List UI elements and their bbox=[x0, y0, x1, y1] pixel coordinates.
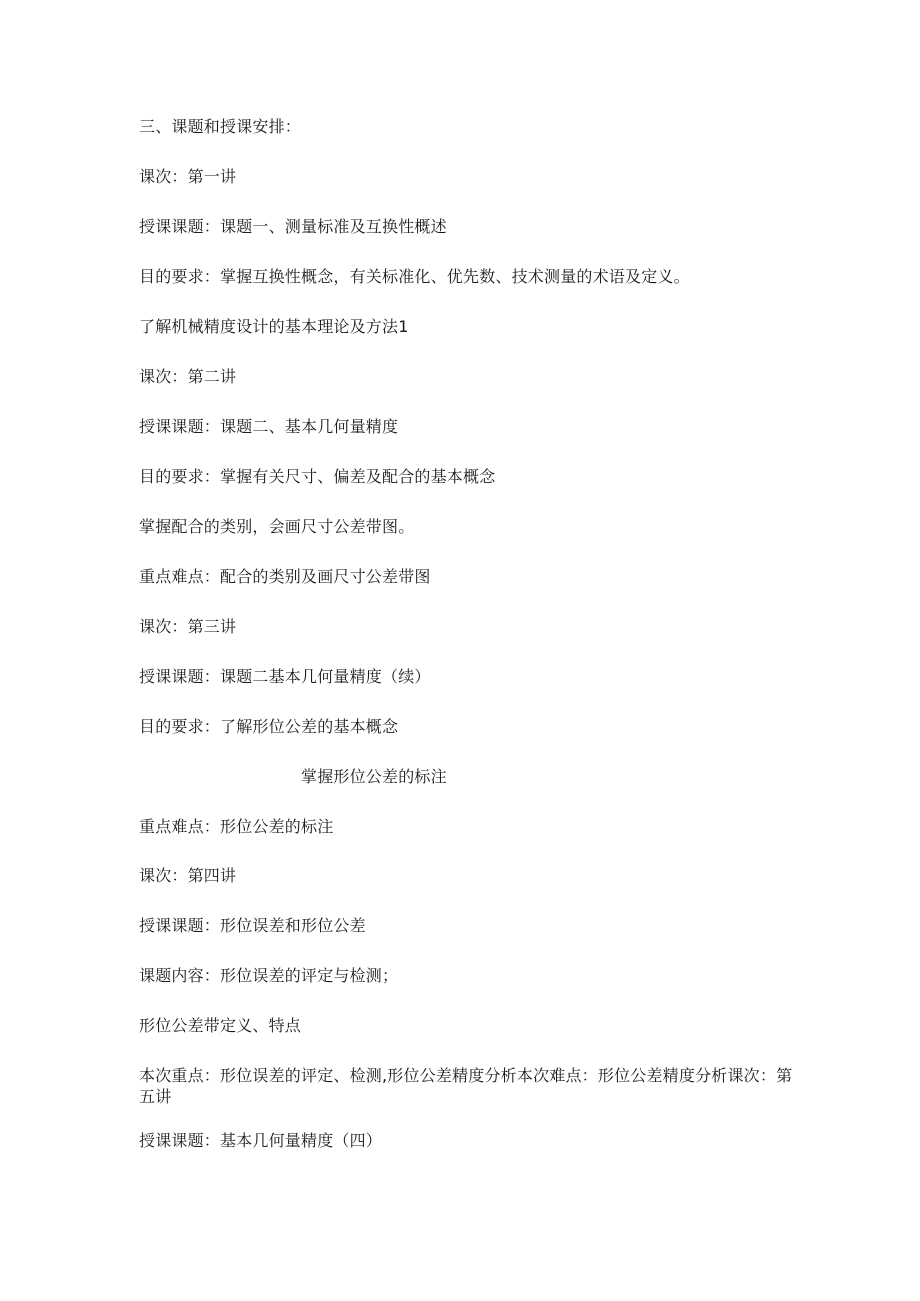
lecture-2-goal: 目的要求：掌握有关尺寸、偏差及配合的基本概念 bbox=[139, 467, 496, 486]
lecture-2-topic: 授课课题：课题二、基本几何量精度 bbox=[139, 417, 399, 436]
lecture-1-goal: 目的要求：掌握互换性概念，有关标准化、优先数、技术测量的术语及定义。 bbox=[139, 267, 690, 286]
lecture-3-session: 课次：第三讲 bbox=[139, 617, 237, 636]
lecture-1-session: 课次：第一讲 bbox=[139, 167, 237, 186]
lecture-1-goal-cont: 了解机械精度设计的基本理论及方法1 bbox=[139, 317, 409, 336]
lecture-4-content: 课题内容：形位误差的评定与检测； bbox=[139, 966, 399, 985]
lecture-3-goal-cont: 掌握形位公差的标注 bbox=[301, 767, 447, 786]
lecture-2-goal-cont: 掌握配合的类别，会画尺寸公差带图。 bbox=[139, 517, 415, 536]
lecture-3-goal: 目的要求：了解形位公差的基本概念 bbox=[139, 717, 399, 736]
section-heading: 三、课题和授课安排： bbox=[139, 117, 302, 136]
lecture-4-session: 课次：第四讲 bbox=[139, 866, 237, 885]
lecture-1-topic: 授课课题：课题一、测量标准及互换性概述 bbox=[139, 217, 447, 236]
lecture-4-content-cont: 形位公差带定义、特点 bbox=[139, 1016, 302, 1035]
lecture-5-topic: 授课课题：基本几何量精度（四） bbox=[139, 1131, 383, 1150]
lecture-3-keypoints: 重点难点：形位公差的标注 bbox=[139, 817, 334, 836]
lecture-2-session: 课次：第二讲 bbox=[139, 367, 237, 386]
lecture-4-focus: 本次重点：形位误差的评定、检测,形位公差精度分析本次难点：形位公差精度分析课次：第五讲 bbox=[139, 1066, 793, 1106]
lecture-2-keypoints: 重点难点：配合的类别及画尺寸公差带图 bbox=[139, 567, 431, 586]
lecture-4-topic: 授课课题：形位误差和形位公差 bbox=[139, 916, 366, 935]
lecture-3-topic: 授课课题：课题二基本几何量精度（续） bbox=[139, 667, 431, 686]
